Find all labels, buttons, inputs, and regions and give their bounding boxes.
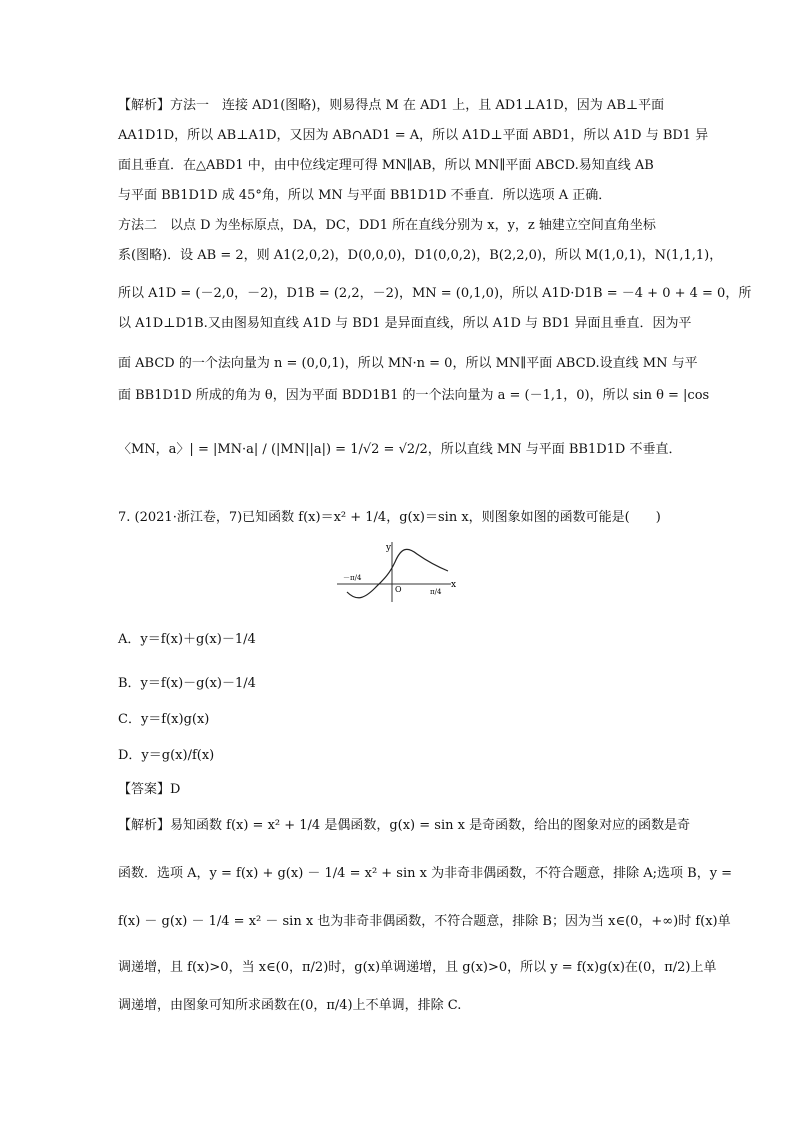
analysis-line: 调递增，由图象可知所求函数在(0，π/4)上不单调，排除 C. [118,998,462,1013]
text-line: 面且垂直．在△ABD1 中，由中位线定理可得 MN∥AB，所以 MN∥平面 ABCD.易知直线 AB [118,158,654,173]
origin-label: O [395,585,402,594]
text-line: 面 ABCD 的一个法向量为 n = (0,0,1)，所以 MN·n = 0，所以 MN∥平面 ABCD.设直线 MN 与平 [118,356,698,371]
text-line: 【解析】方法一 连接 AD1(图略)，则易得点 M 在 AD1 上，且 AD1⊥A1D，因为 AB⊥平面 [118,98,665,113]
left-tick: －π/4 [343,574,362,582]
choice-a: A．y＝f(x)＋g(x)－1/4 [118,632,256,647]
right-tick: π/4 [430,588,442,596]
analysis-line: 调递增，且 f(x)>0，当 x∈(0，π/2)时，g(x)单调递增，且 g(x)>0，所以 y = f(x)g(x)在(0，π/2)上单 [118,960,717,975]
choice-d: D．y＝g(x)/f(x) [118,748,215,763]
text-line: 面 BB1D1D 所成的角为 θ，因为平面 BDD1B1 的一个法向量为 a = (－1,1，0)，所以 sin θ = |cos [118,388,710,403]
text-line: AA1D1D，所以 AB⊥A1D，又因为 AB∩AD1 = A，所以 A1D⊥平面 ABD1，所以 A1D 与 BD1 异 [118,128,709,143]
y-label: y [386,543,392,553]
text-line: 方法二 以点 D 为坐标原点，DA，DC，DD1 所在直线分别为 x，y，z 轴建立空间直角坐标 [118,218,656,233]
analysis-line: 函数．选项 A，y = f(x) + g(x) － 1/4 = x² + sin x 为非奇非偶函数，不符合题意，排除 A;选项 B，y = [118,866,733,881]
choice-c: C．y＝f(x)g(x) [118,712,210,727]
text-line: 以 A1D⊥D1B.又由图易知直线 A1D 与 BD1 是异面直线，所以 A1D 与 BD1 异面且垂直．因为平 [118,316,692,331]
text-line: 系(图略)．设 AB = 2，则 A1(2,0,2)，D(0,0,0)，D1(0,0,2)，B(2,2,0)，所以 M(1,0,1)，N(1,1,1)， [118,248,723,263]
text-line: 与平面 BB1D1D 成 45°角，所以 MN 与平面 BB1D1D 不垂直．所以选项 A 正确． [118,188,612,203]
text-line: 所以 A1D = (－2,0，－2)，D1B = (2,2，－2)，MN = (0,1,0)，所以 A1D·D1B = －4 + 0 + 4 = 0，所 [118,286,752,301]
text-line: 〈MN，a〉| = |MN·a| / (|MN||a|) = 1/√2 = √2/2，所以直线 MN 与平面 BB1D1D 不垂直． [118,442,682,457]
question-title: 7. (2021·浙江卷，7)已知函数 f(x)＝x² + 1/4，g(x)＝sin x，则图象如图的函数可能是( ) [118,510,661,525]
analysis-line: 【解析】易知函数 f(x) = x² + 1/4 是偶函数，g(x) = sin x 是奇函数，给出的图象对应的函数是奇 [118,818,691,833]
function-graph [335,540,457,604]
answer: 【答案】D [118,782,181,797]
analysis-line: f(x) － g(x) － 1/4 = x² － sin x 也为非奇非偶函数，不符合题意，排除 B；因为当 x∈(0，+∞)时 f(x)单 [118,914,731,929]
x-label: x [451,580,457,590]
choice-b: B．y＝f(x)－g(x)－1/4 [118,676,256,691]
